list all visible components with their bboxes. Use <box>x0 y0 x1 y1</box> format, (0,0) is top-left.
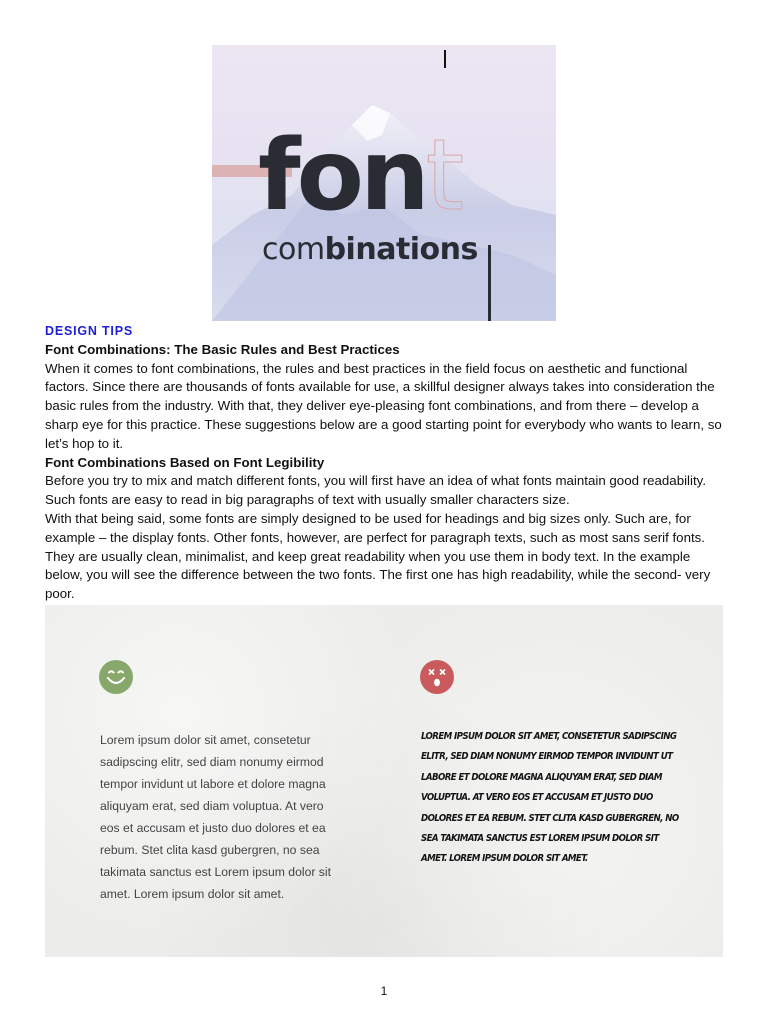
smiling-face-icon <box>99 660 133 694</box>
readable-font-sample: Lorem ipsum dolor sit amet, consetetur sadipscing elitr, sed diam nonumy eirmod tempor invidunt ut labore et dolore magna aliquyam erat, sed diam voluptua. At vero eos et accusam et justo duo dolores et ea rebum. Stet clita kasd gubergren, no sea takimata sanctus est Lorem ipsum dolor sit amet. Lorem ipsum dolor sit amet. <box>100 733 331 901</box>
paragraph-display-fonts: With that being said, some fonts are simply designed to be used for headings and big sizes only. Such are, for example – the display fonts. Other fonts, however, are perfect for paragraph texts, such as most sans serif fonts. They are usually clean, minimalist, and keep great readability when you use them in body text. In the example below, you will see the difference between the two fonts. The first one has high readability, while the second- very poor. <box>45 510 711 602</box>
font-comparison-panel <box>45 605 723 957</box>
display-font-sample: LOREM IPSUM DOLOR SIT AMET, CONSETETUR SADIPSCING ELITR, SED DIAM NONUMY EIRMOD TEMPOR INVIDUNT UT LABORE ET DOLORE MAGNA ALIQUYAM ERAT, SED DIAM VOLUPTUA. AT VERO EOS ET ACCUSAM ET JUSTO DUO DOLORES ET EA REBUM. STET CLITA KASD GUBERGREN, NO SEA TAKIMATA SANCTUS EST LOREM IPSUM DOLOR SIT AMET. LOREM IPSUM DOLOR SIT AMET. <box>421 731 679 865</box>
section-label: DESIGN TIPS <box>45 324 133 338</box>
paragraph-intro: When it comes to font combinations, the rules and best practices in the field focus on aesthetic and functional factors. Since there are thousands of fonts available for use, a skillful designer always takes into consideration the basic rules from the industry. With that, they deliver eye-pleasing font combinations, and from there – develop a sharp eye for this practice. These suggestions below are a good starting point for everybody who wants to learn, so let’s hop to it. <box>45 360 722 451</box>
paragraph-legibility: Before you try to mix and match different fonts, you will first have an idea of what fonts maintain good readability. Such fonts are easy to read in big paragraphs of text with usually smaller characters size. <box>45 473 707 508</box>
page-number: 1 <box>380 984 388 998</box>
document-body <box>45 322 725 604</box>
heading-legibility: Font Combinations Based on Font Legibility <box>45 454 325 470</box>
hero-image <box>212 45 556 321</box>
hero-word-combinations: combinations <box>262 232 478 267</box>
heading-basic-rules: Font Combinations: The Basic Rules and Best Practices <box>45 341 400 357</box>
dizzy-face-icon <box>420 660 454 694</box>
hero-word-font: font <box>258 119 461 233</box>
